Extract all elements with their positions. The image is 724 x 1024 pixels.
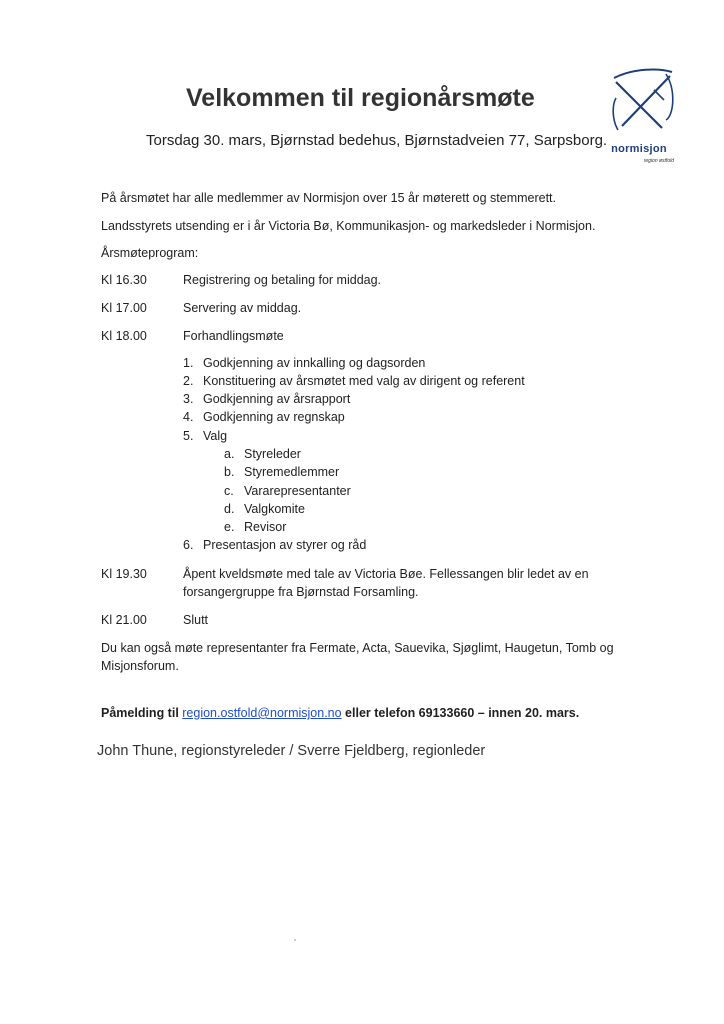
signup-prefix: Påmelding til	[101, 706, 183, 720]
valg-item	[224, 484, 351, 498]
agenda-item	[183, 392, 350, 406]
logo-subtitle: region østfold	[643, 158, 674, 164]
valg-item	[224, 447, 301, 461]
email-link[interactable]: region.ostfold@normisjon.no	[182, 706, 342, 720]
program-time: Kl 19.30	[101, 567, 147, 581]
program-text: Slutt	[183, 613, 209, 627]
agenda-item	[183, 356, 425, 370]
valg-text: Vararepresentanter	[244, 484, 351, 498]
valg-letter: e.	[224, 520, 235, 534]
valg-letter: b.	[224, 465, 235, 479]
meet-line-1: Du kan også møte representanter fra Fermate, Acta, Sauevika, Sjøglimt, Haugetun, Tomb og	[101, 641, 614, 655]
program-time: Kl 16.30	[101, 273, 147, 287]
agenda-item	[183, 538, 366, 552]
program-text: Forhandlingsmøte	[183, 329, 284, 343]
meet-line-2: Misjonsforum.	[101, 659, 179, 673]
agenda-item	[183, 410, 345, 424]
valg-letter: c.	[224, 484, 234, 498]
agenda-text: Konstituering av årsmøtet med valg av dirigent og referent	[203, 374, 525, 388]
program-text: Registrering og betaling for middag.	[183, 273, 382, 287]
agenda-text: Godkjenning av regnskap	[203, 410, 345, 424]
valg-item	[224, 502, 305, 516]
page-title: Velkommen til regionårsmøte	[186, 84, 535, 112]
valg-text: Styremedlemmer	[244, 465, 340, 479]
agenda-number: 1.	[183, 356, 194, 370]
scan-speck	[294, 939, 296, 941]
program-text: Åpent kveldsmøte med tale av Victoria Bøe. Fellessangen blir ledet av en	[183, 567, 589, 581]
agenda-text: Godkjenning av årsrapport	[203, 392, 351, 406]
valg-item	[224, 465, 339, 479]
logo-wordmark: normisjon	[611, 143, 667, 155]
signup-suffix: eller telefon 69133660 – innen 20. mars.	[341, 706, 580, 720]
signature: John Thune, regionstyreleder / Sverre Fjeldberg, regionleder	[97, 743, 486, 759]
agenda-number: 4.	[183, 410, 194, 424]
agenda-item	[183, 429, 227, 443]
agenda-number: 5.	[183, 429, 194, 443]
program-text: Servering av middag.	[183, 301, 302, 315]
program-time: Kl 21.00	[101, 613, 147, 627]
valg-text: Revisor	[244, 520, 287, 534]
valg-letter: a.	[224, 447, 235, 461]
intro-line-2: Landsstyrets utsending er i år Victoria Bø, Kommunikasjon- og markedsleder i Normisjon.	[101, 219, 596, 233]
valg-text: Valgkomite	[244, 502, 305, 516]
program-heading: Årsmøteprogram:	[101, 246, 199, 260]
valg-text: Styreleder	[244, 447, 301, 461]
program-time: Kl 17.00	[101, 301, 147, 315]
agenda-number: 6.	[183, 538, 194, 552]
agenda-text: Godkjenning av innkalling og dagsorden	[203, 356, 426, 370]
program-text-cont: forsangergruppe fra Bjørnstad Forsamling.	[183, 585, 419, 599]
valg-letter: d.	[224, 502, 235, 516]
valg-item	[224, 520, 286, 534]
agenda-number: 3.	[183, 392, 194, 406]
agenda-number: 2.	[183, 374, 194, 388]
event-info: Torsdag 30. mars, Bjørnstad bedehus, Bjørnstadveien 77, Sarpsborg.	[146, 132, 608, 149]
signup-line	[101, 706, 579, 720]
agenda-text: Valg	[203, 429, 228, 443]
agenda-text: Presentasjon av styrer og råd	[203, 538, 367, 552]
program-time: Kl 18.00	[101, 329, 147, 343]
intro-line-1: På årsmøtet har alle medlemmer av Normisjon over 15 år møterett og stemmerett.	[101, 191, 557, 205]
agenda-item	[183, 374, 525, 388]
